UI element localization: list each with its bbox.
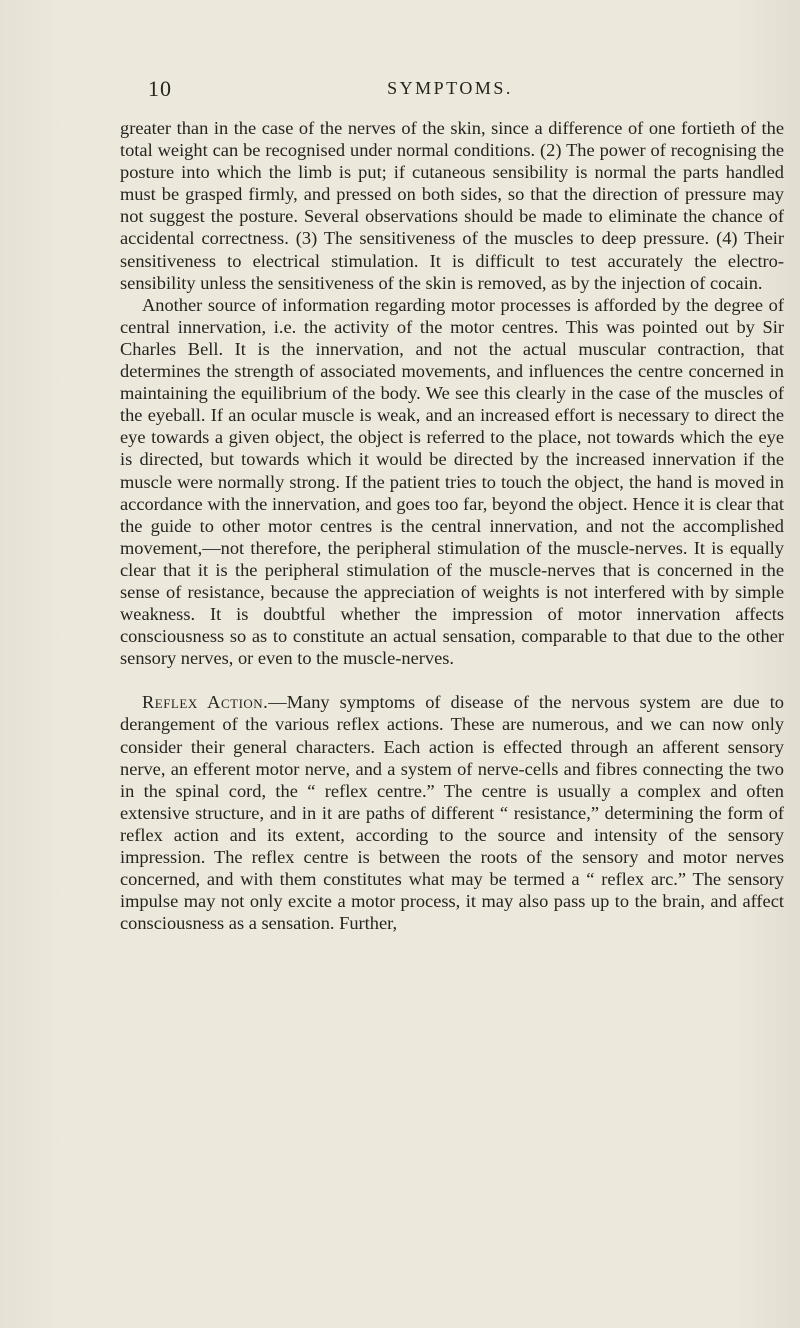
paragraph-central-innervation: Another source of information regarding motor processes is afforded by the degree of central innervation, i.e. the activity of the motor centres. This was pointed out by Sir Charles Bell. It is the innervation, and not the actual muscular contraction, that determines the strength of associated movements, and influences the centre concerned in maintaining the equilibrium of the body. We see this clearly in the case of the muscles of the eyeball. If an ocular muscle is weak, and an increased effort is necessary to direct the eye towards a given object, the object is referred to the place, not towards which the eye is directed, but towards which it would be directed by the increased innervation if the muscle were normally strong. If the patient tries to touch the object, the hand is moved in accordance with the innervation, and goes too far, beyond the object. Hence it is clear that the guide to other motor centres is the central innervation, and not the accomplished movement,—not therefore, the peripheral stimulation of the muscle-nerves. It is equally clear that it is the peripheral stimulation of the muscle-nerves that is concerned in the sense of resistance, because the appreciation of weights is not interfered with by simple weakness. It is doubtful whether the impression of motor innervation affects consciousness so as to constitute an actual sensation, comparable to that due to the other sensory nerves, or even to the muscle-nerves.: [120, 294, 784, 669]
reflex-action-text: —Many symptoms of disease of the nervous system are due to derangement of the various reflex actions. These are numerous, and we can now only consider their general characters. Each action is effected through an afferent sensory nerve, an efferent motor nerve, and a system of nerve-cells and fibres connecting the two in the spinal cord, the “ reflex centre.” The centre is usually a complex and often extensive structure, and in it are paths of different “ resistance,” determining the form of reflex action and its extent, according to the source and intensity of the sensory impression. The reflex centre is between the roots of the sensory and motor nerves concerned, and with them constitutes what may be termed a “ reflex arc.” The sensory impulse may not only excite a motor process, it may also pass up to the brain, and affect consciousness as a sensation. Further,: [120, 692, 784, 934]
paragraph-reflex-action: [120, 691, 784, 934]
running-head: [118, 72, 782, 104]
page-number: 10: [148, 76, 172, 101]
paragraph-sensibility-tests: greater than in the case of the nerves of the skin, since a difference of one fortieth of the total weight can be recognised under normal conditions. (2) The power of recognising the posture into which the limb is put; if cutaneous sensibility is normal the parts handled must be grasped firmly, and pressed on both sides, so that the direction of pressure may not suggest the posture. Several observations should be made to eliminate the chance of accidental correctness. (3) The sensitiveness of the muscles to deep pressure. (4) Their sensitiveness to electrical stimulation. It is difficult to test accurately the electro-sensibility unless the sensitiveness of the skin is removed, as by the injection of cocain.: [120, 118, 784, 293]
body-text: [120, 117, 784, 934]
section-heading-reflex-action: Reflex Action.: [142, 692, 269, 713]
running-title: SYMPTOMS.: [387, 78, 513, 98]
